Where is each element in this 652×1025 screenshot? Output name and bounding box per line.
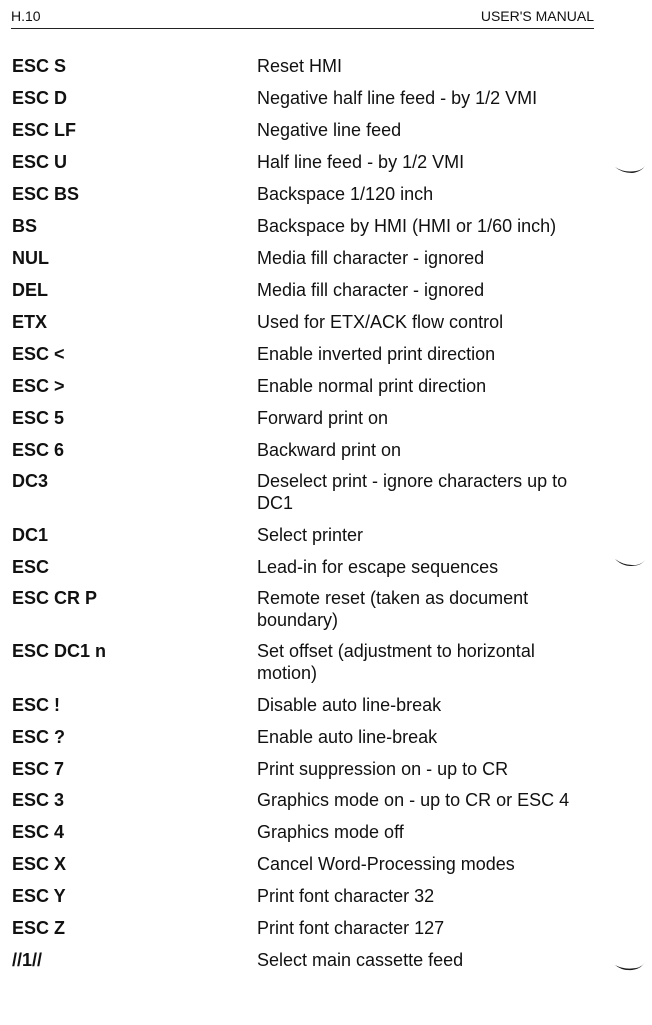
command-code: ESC Y [12, 886, 66, 906]
table-row [12, 852, 602, 876]
table-row [12, 789, 602, 811]
manual-title: USER'S MANUAL [480, 8, 594, 24]
command-description: Graphics mode off [257, 822, 404, 842]
command-description: Negative half line feed - by 1/2 VMI [257, 88, 538, 108]
command-description: Reset HMI [257, 56, 343, 76]
table-row [12, 214, 602, 238]
table-row [12, 150, 602, 174]
command-code: ESC > [12, 376, 65, 396]
table-row [12, 948, 602, 972]
command-description: Backspace by HMI (HMI or 1/60 inch) [257, 216, 557, 236]
page-number: H.10 [11, 8, 41, 24]
table-row [12, 54, 602, 78]
command-description: Forward print on [257, 408, 389, 428]
command-code: ESC 4 [12, 822, 65, 842]
command-description: Used for ETX/ACK flow control [257, 312, 504, 332]
table-row [12, 587, 602, 631]
command-code: ESC Z [12, 918, 66, 938]
command-code: ESC BS [12, 184, 80, 204]
command-description: Deselect print - ignore characters up to DC1 [257, 471, 568, 513]
command-code: ESC ? [12, 727, 66, 747]
table-row [12, 693, 602, 717]
command-code: ETX [12, 312, 48, 332]
command-code: ESC 3 [12, 790, 65, 810]
command-code: NUL [12, 248, 49, 268]
command-code: ESC S [12, 56, 67, 76]
command-code: ESC U [12, 152, 68, 172]
command-description: Select printer [257, 525, 364, 545]
table-row [12, 916, 602, 940]
punch-mark-icon [614, 961, 646, 971]
table-row [12, 820, 602, 844]
command-description: Backward print on [257, 440, 402, 460]
command-description: Media fill character - ignored [257, 248, 485, 268]
command-description: Enable auto line-break [257, 727, 438, 747]
table-row [12, 278, 602, 302]
table-row [12, 342, 602, 366]
command-description: Lead-in for escape sequences [257, 557, 499, 577]
table-row [12, 438, 602, 462]
command-description: Graphics mode on - up to CR or ESC 4 [257, 790, 570, 810]
table-row [12, 310, 602, 334]
table-row [12, 725, 602, 749]
command-description: Cancel Word-Processing modes [257, 854, 515, 874]
table-row [12, 640, 602, 684]
command-code: ESC [12, 557, 50, 577]
command-description: Media fill character - ignored [257, 280, 485, 300]
command-code: ESC D [12, 88, 68, 108]
command-code: ESC ! [12, 695, 61, 715]
command-description: Enable inverted print direction [257, 344, 496, 364]
command-description: Print suppression on - up to CR [257, 759, 509, 779]
command-description: Disable auto line-break [257, 695, 442, 715]
command-description: Backspace 1/120 inch [257, 184, 434, 204]
table-row [12, 757, 602, 781]
command-table [12, 54, 602, 980]
command-code: ESC < [12, 344, 65, 364]
command-code: ESC 7 [12, 759, 65, 779]
punch-mark-icon [614, 557, 646, 567]
punch-mark-icon [614, 164, 646, 174]
command-code: ESC 5 [12, 408, 65, 428]
table-row [12, 470, 602, 514]
command-code: ESC LF [12, 120, 77, 140]
command-description: Print font character 127 [257, 918, 445, 938]
command-description: Select main cassette feed [257, 950, 464, 970]
table-row [12, 246, 602, 270]
command-code: ESC DC1 n [12, 641, 107, 661]
table-row [12, 182, 602, 206]
table-row [12, 555, 602, 579]
command-code: ESC X [12, 854, 67, 874]
table-row [12, 884, 602, 908]
table-row [12, 406, 602, 430]
command-description: Set offset (adjustment to horizontal motion) [257, 641, 535, 683]
command-description: Print font character 32 [257, 886, 435, 906]
command-code: ESC CR P [12, 588, 98, 608]
page-header [11, 5, 594, 29]
command-description: Remote reset (taken as document boundary) [257, 588, 529, 630]
table-row [12, 86, 602, 110]
command-description: Negative line feed [257, 120, 402, 140]
command-code: ESC 6 [12, 440, 65, 460]
command-code: BS [12, 216, 38, 236]
command-description: Enable normal print direction [257, 376, 487, 396]
command-code: DC3 [12, 471, 49, 491]
command-code: DEL [12, 280, 48, 300]
command-description: Half line feed - by 1/2 VMI [257, 152, 465, 172]
command-code: //1// [12, 950, 43, 970]
command-code: DC1 [12, 525, 49, 545]
table-row [12, 118, 602, 142]
table-row [12, 374, 602, 398]
table-row [12, 523, 602, 547]
